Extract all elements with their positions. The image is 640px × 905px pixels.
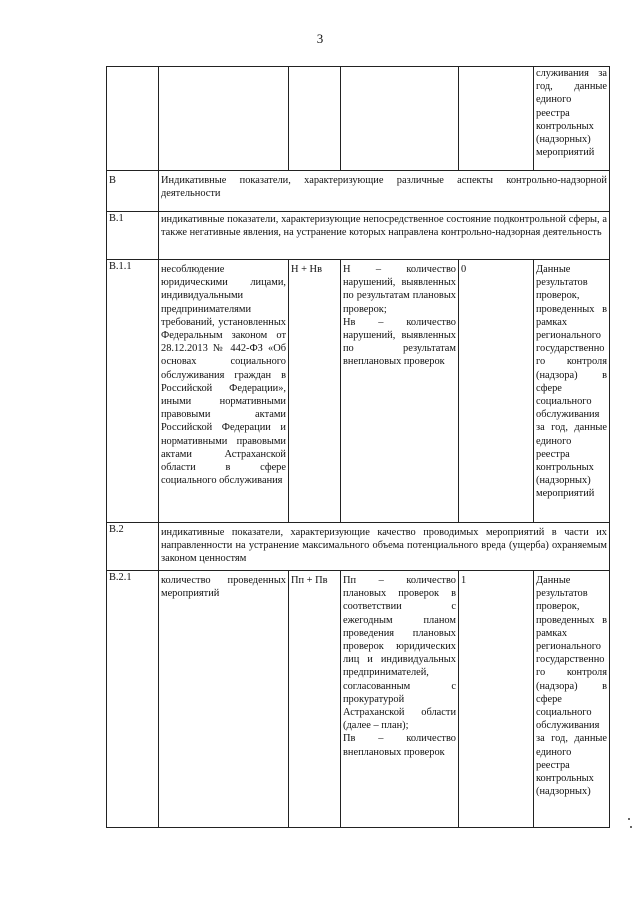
indicator-cell: количество проведенных мероприятий xyxy=(159,571,289,828)
row-code: В.1.1 xyxy=(107,260,159,523)
definitions-cell xyxy=(341,67,459,171)
section-code: В.1 xyxy=(107,212,159,260)
code-cell xyxy=(107,67,159,171)
section-title: индикативные показатели, характеризующие непосредственное состояние подконтрольной сферы, а также негативные явления, на устранение которых направлена контрольно-надзорная деятельность xyxy=(159,212,610,260)
target-cell xyxy=(459,67,534,171)
row-code: В.2.1 xyxy=(107,571,159,828)
table-row xyxy=(107,260,610,523)
indicator-table xyxy=(106,66,610,828)
table-row xyxy=(107,212,610,260)
definition-line: Н – количество нарушений, выявленных по результатам плановых проверок; xyxy=(343,264,456,315)
table-row xyxy=(107,67,610,171)
formula-cell xyxy=(289,67,341,171)
target-cell: 1 xyxy=(459,571,534,828)
section-code: В xyxy=(107,171,159,212)
table-row xyxy=(107,171,610,212)
source-cell: Данные результатов проверок, проведенных в рамках регионального государственного контроля (надзора) в сфере социального обслуживания за год, данные единого реестра контрольных (надзорных) мероприятий xyxy=(534,260,610,523)
target-cell: 0 xyxy=(459,260,534,523)
indicator-cell: несоблюдение юридическими лицами, индивидуальными предпринимателями требований, установленных Федеральным законом от 28.12.2013 № 442-ФЗ «Об основах социального обслуживания граждан в Российской Федерации», иными нормативными правовыми актами Российской Федерации и нормативными правовыми актами Астраханской области в сфере социального обслуживания xyxy=(159,260,289,523)
definition-line: Пп – количество плановых проверок в соответствии с ежегодным планом проведения плановых проверок юридических лиц и индивидуальных предпринимателей, согласованным с прокуратурой Астраханской области (далее – план); xyxy=(343,575,456,732)
definition-line: Пв – количество внеплановых проверок xyxy=(343,733,456,758)
definitions-cell xyxy=(341,260,459,523)
scan-speck xyxy=(628,818,630,820)
page-number: 3 xyxy=(316,31,324,46)
definitions-cell xyxy=(341,571,459,828)
section-code: В.2 xyxy=(107,523,159,571)
table-row xyxy=(107,523,610,571)
source-cell: Данные результатов проверок, проведенных в рамках регионального государственного контроля (надзора) в сфере социального обслуживания за год, данные единого реестра контрольных (надзорных) xyxy=(534,571,610,828)
formula-cell: Пп + Пв xyxy=(289,571,341,828)
indicator-cell xyxy=(159,67,289,171)
section-title: Индикативные показатели, характеризующие различные аспекты контрольно-надзорной деятельности xyxy=(159,171,610,212)
section-title: индикативные показатели, характеризующие качество проводимых мероприятий в части их направленности на устранение максимального объема потенциального вреда (ущерба) охраняемым законом ценностям xyxy=(159,523,610,571)
table-row xyxy=(107,571,610,828)
definition-line: Нв – количество нарушений, выявленных по результатам внеплановых проверок xyxy=(343,316,456,368)
source-cell: служивания за год, данные единого реестра контрольных (надзорных) мероприятий xyxy=(534,67,610,171)
formula-cell: Н + Нв xyxy=(289,260,341,523)
scan-speck xyxy=(630,826,632,828)
